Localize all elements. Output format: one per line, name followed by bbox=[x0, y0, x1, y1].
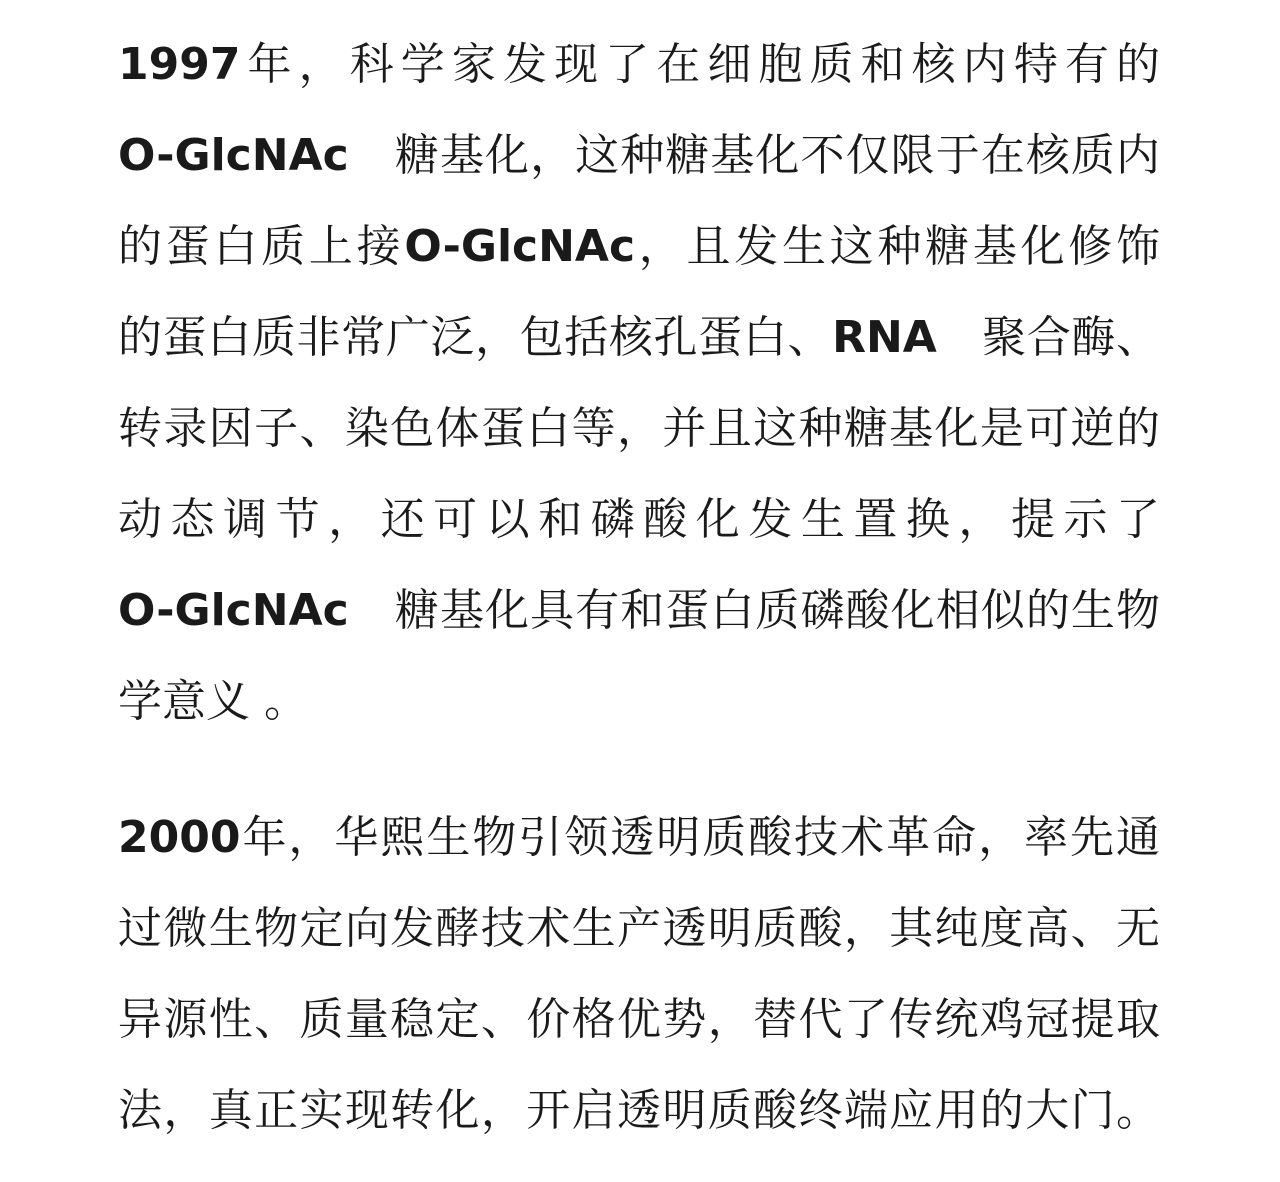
text-run: ，且发生这种糖基化修饰 bbox=[635, 221, 1161, 272]
text-line bbox=[118, 303, 1160, 373]
term-highlight: O-GlcNAc bbox=[404, 221, 636, 272]
text-run: 异源性、质量稳定、价格优势，替代了传统鸡冠提取 bbox=[118, 994, 1160, 1045]
text-run: 动态调节，还可以和磷酸化发生置换，提示了 bbox=[118, 494, 1160, 545]
term-highlight: RNA bbox=[832, 312, 937, 363]
text-line bbox=[118, 30, 1160, 100]
text-line bbox=[118, 667, 1160, 737]
text-run: 过微生物定向发酵技术生产透明质酸，其纯度高、无 bbox=[118, 903, 1160, 954]
text-run: 糖基化具有和蛋白质磷酸化相似的生物 bbox=[348, 585, 1160, 636]
text-run: 的蛋白质非常广泛，包括核孔蛋白、 bbox=[118, 312, 833, 363]
year-highlight: 1997 bbox=[118, 39, 241, 90]
text-line bbox=[118, 485, 1160, 555]
year-highlight: 2000 bbox=[118, 812, 241, 863]
text-run: 法，真正实现转化，开启透明质酸终端应用的大门。 bbox=[118, 1085, 1160, 1136]
term-highlight: O-GlcNAc bbox=[118, 130, 349, 181]
text-run: 学意义 。 bbox=[118, 676, 308, 727]
text-run: 年，华熙生物引领透明质酸技术革命，率先通 bbox=[240, 812, 1160, 863]
text-run: 糖基化，这种糖基化不仅限于在核质内 bbox=[348, 130, 1160, 181]
term-highlight: O-GlcNAc bbox=[118, 585, 349, 636]
text-line bbox=[118, 985, 1160, 1055]
text-line bbox=[118, 803, 1160, 873]
text-line bbox=[118, 894, 1160, 964]
text-line bbox=[118, 1076, 1160, 1146]
text-run: 聚合酶、 bbox=[936, 312, 1161, 363]
text-run: 的蛋白质上接 bbox=[118, 221, 405, 272]
text-run: 转录因子、染色体蛋白等，并且这种糖基化是可逆的 bbox=[118, 403, 1160, 454]
text-run: 年，科学家发现了在细胞质和核内特有的 bbox=[240, 39, 1160, 90]
text-line bbox=[118, 121, 1160, 191]
text-line bbox=[118, 212, 1160, 282]
text-line bbox=[118, 394, 1160, 464]
text-line bbox=[118, 576, 1160, 646]
